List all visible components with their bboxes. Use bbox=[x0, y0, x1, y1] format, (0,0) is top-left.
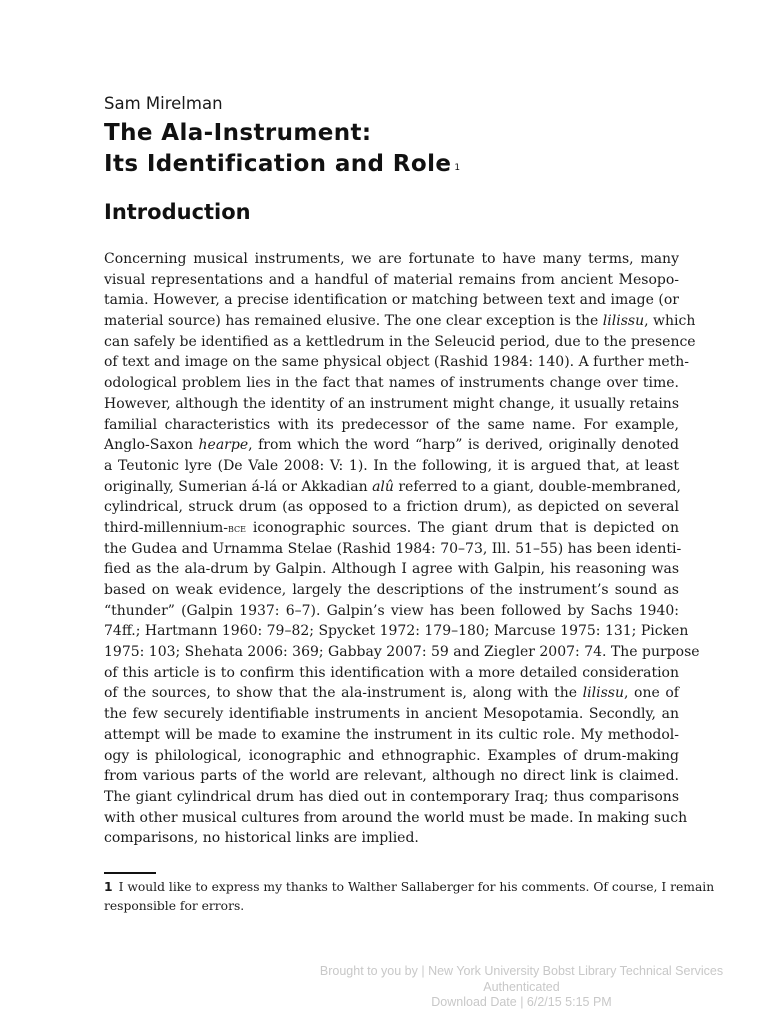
body-line: odological problem lies in the fact that names of instruments change over time. bbox=[104, 375, 679, 392]
body-line: of this article is to confirm this identification with a more detailed consideration bbox=[104, 664, 679, 681]
watermark-line-2: Authenticated bbox=[483, 979, 560, 994]
body-line: tamia. However, a precise identification or matching between text and image (or bbox=[104, 292, 679, 309]
watermark-line-3: Download Date | 6/2/15 5:15 PM bbox=[431, 995, 612, 1009]
body-line: ogy is philological, iconographic and ethnographic. Examples of drum-making bbox=[104, 747, 679, 764]
body-line: fied as the ala-drum by Galpin. Although I agree with Galpin, his reasoning was bbox=[104, 561, 679, 578]
body-line: comparisons, no historical links are implied. bbox=[104, 830, 419, 847]
body-line: material source) has remained elusive. The one clear exception is the lilissu, which bbox=[104, 313, 696, 330]
body-line: Concerning musical instruments, we are fortunate to have many terms, many bbox=[104, 251, 679, 267]
section-heading: Introduction bbox=[104, 200, 251, 224]
body-line: from various parts of the world are relevant, although no direct link is claimed. bbox=[104, 768, 679, 785]
author-name: Sam Mirelman bbox=[104, 94, 223, 113]
footnote-number: 1 bbox=[104, 880, 113, 894]
title-line-2 bbox=[104, 149, 704, 180]
body-line: of the sources, to show that the ala-instrument is, along with the lilissu, one of bbox=[104, 685, 679, 702]
body-line: based on weak evidence, largely the descriptions of the instrument’s sound as bbox=[104, 582, 679, 598]
footnote-divider bbox=[104, 872, 156, 874]
title-line-2-text: Its Identification and Role bbox=[104, 151, 452, 177]
body-line: “thunder” (Galpin 1937: 6–7). Galpin’s view has been followed by Sachs 1940: bbox=[104, 602, 679, 619]
footnote-line-1 bbox=[104, 878, 715, 897]
body-line: cylindrical, struck drum (as opposed to a friction drum), as depicted on several bbox=[104, 499, 679, 516]
body-line: familial characteristics with its predecessor of the same name. For example, bbox=[104, 416, 679, 433]
body-line: Anglo-Saxon hearpe, from which the word “harp” is derived, originally denoted bbox=[104, 437, 679, 454]
body-line: third-millennium-bce iconographic sources. The giant drum that is depicted on bbox=[104, 519, 679, 536]
body-line: the Gudea and Urnamma Stelae (Rashid 1984: 70–73, Ill. 51–55) has been identi- bbox=[104, 540, 682, 557]
body-line: attempt will be made to examine the instrument in its cultic role. My methodol- bbox=[104, 726, 679, 743]
access-watermark bbox=[294, 964, 749, 1011]
body-line: a Teutonic lyre (De Vale 2008: V: 1). In the following, it is argued that, at least bbox=[104, 457, 679, 474]
body-line: 1975: 103; Shehata 2006: 369; Gabbay 2007: 59 and Ziegler 2007: 74. The purpose bbox=[104, 644, 700, 661]
body-line: with other musical cultures from around the world must be made. In making such bbox=[104, 809, 688, 826]
body-line: However, although the identity of an instrument might change, it usually retains bbox=[104, 395, 679, 412]
body-line: 74ff.; Hartmann 1960: 79–82; Spycket 1972: 179–180; Marcuse 1975: 131; Picken bbox=[104, 623, 689, 640]
footnote-text-2: responsible for errors. bbox=[104, 899, 245, 913]
body-line: originally, Sumerian á-lá or Akkadian alû referred to a giant, double-membraned, bbox=[104, 478, 681, 495]
body-paragraph bbox=[104, 249, 700, 849]
body-line: visual representations and a handful of material remains from ancient Mesopo- bbox=[104, 271, 679, 288]
footnote-text-1: I would like to express my thanks to Walther Sallaberger for his comments. Of course, I remain bbox=[118, 880, 715, 894]
body-line: The giant cylindrical drum has died out in contemporary Iraq; thus comparisons bbox=[104, 788, 679, 805]
body-line: the few securely identifiable instruments in ancient Mesopotamia. Secondly, an bbox=[104, 706, 679, 723]
body-line: can safely be identified as a kettledrum in the Seleucid period, due to the presence bbox=[104, 333, 696, 350]
title-footnote-marker[interactable]: 1 bbox=[454, 163, 461, 173]
watermark-line-1: Brought to you by | New York University Bobst Library Technical Services bbox=[319, 964, 724, 978]
article-title bbox=[104, 118, 704, 180]
title-line-1: The Ala-Instrument: bbox=[104, 120, 372, 146]
footnote bbox=[104, 878, 715, 916]
body-line: of text and image on the same physical object (Rashid 1984: 140). A further meth- bbox=[104, 354, 690, 371]
